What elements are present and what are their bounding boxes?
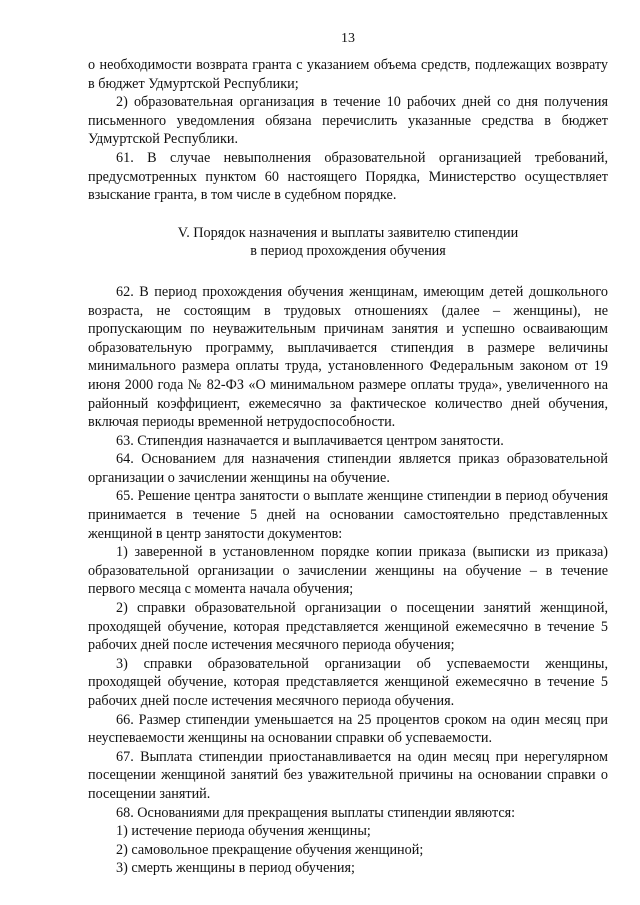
paragraph-68-2: 2) самовольное прекращение обучения женщиной; [116, 841, 424, 858]
paragraph-66: 66. Размер стипендии уменьшается на 25 процентов сроком на один месяц при неуспеваемости женщины на основании справки об успеваемости. [88, 711, 608, 747]
section-heading [88, 224, 608, 261]
paragraph-63: 63. Стипендия назначается и выплачивается центром занятости. [116, 432, 504, 449]
paragraph-65-1: 1) заверенной в установленном порядке копии приказа (выписки из приказа) образовательной организации о зачислении женщины на обучение – в течение первого месяца с момента начала обучения; [88, 544, 608, 598]
document-page [88, 0, 608, 905]
paragraph-68-3: 3) смерть женщины в период обучения; [116, 860, 355, 877]
paragraph-65-3: 3) справки образовательной организации об успеваемости женщины, проходящей обучение, которая представляется женщиной ежемесячно в течение 5 рабочих дней после истечения месячного периода обучения. [88, 655, 608, 709]
paragraph-67: 67. Выплата стипендии приостанавливается на один месяц при нерегулярном посещении женщиной занятий без уважительной причины на основании справки о посещении занятий. [88, 748, 608, 802]
paragraph-60-2: 2) образовательная организация в течение 10 рабочих дней со дня получения письменного уведомления обязана перечислить указанные средства в бюджет Удмуртской Республики. [88, 94, 608, 148]
page-number: 13 [341, 31, 355, 46]
paragraph-62: 62. В период прохождения обучения женщинам, имеющим детей дошкольного возраста, не состоящим в трудовых отношениях (далее – женщины), не пропускающим по неуважительным причинам занятия и успешно осваивающим образовательную программу, выплачивается стипендия в размере величины минимального размера оплаты труда, установленного Федеральным законом от 19 июня 2000 года № 82-ФЗ «О минимальном размере оплаты труда», увеличенного на районный коэффициент, ежемесячно за фактическое количество дней обучения, включая периоды временной нетрудоспособности. [88, 283, 608, 431]
paragraph-continuation: о необходимости возврата гранта с указанием объема средств, подлежащих возврату в бюджет Удмуртской Республики; [88, 57, 608, 92]
document-body [88, 56, 608, 878]
paragraph-65: 65. Решение центра занятости о выплате женщине стипендии в период обучения принимается в течение 5 дней на основании самостоятельно представленных женщиной в центр занятости документов: [88, 488, 608, 542]
paragraph-64: 64. Основанием для назначения стипендии является приказ образовательной организации о зачислении женщины на обучение. [88, 451, 608, 486]
paragraph-68-1: 1) истечение периода обучения женщины; [116, 823, 371, 840]
paragraph-61: 61. В случае невыполнения образовательной организацией требований, предусмотренных пунктом 60 настоящего Порядка, Министерство осуществляет взыскание гранта, в том числе в судебном порядке. [88, 149, 608, 204]
section-heading-line-2: в период прохождения обучения [250, 243, 446, 260]
paragraph-65-2: 2) справки образовательной организации о посещении занятий женщиной, проходящей обучение, которая представляется женщиной ежемесячно в течение 5 рабочих дней после истечения месячного периода обучения; [88, 600, 608, 654]
section-heading-line-1: V. Порядок назначения и выплаты заявителю стипендии [177, 224, 519, 241]
paragraph-68: 68. Основаниями для прекращения выплаты стипендии являются: [116, 804, 516, 821]
